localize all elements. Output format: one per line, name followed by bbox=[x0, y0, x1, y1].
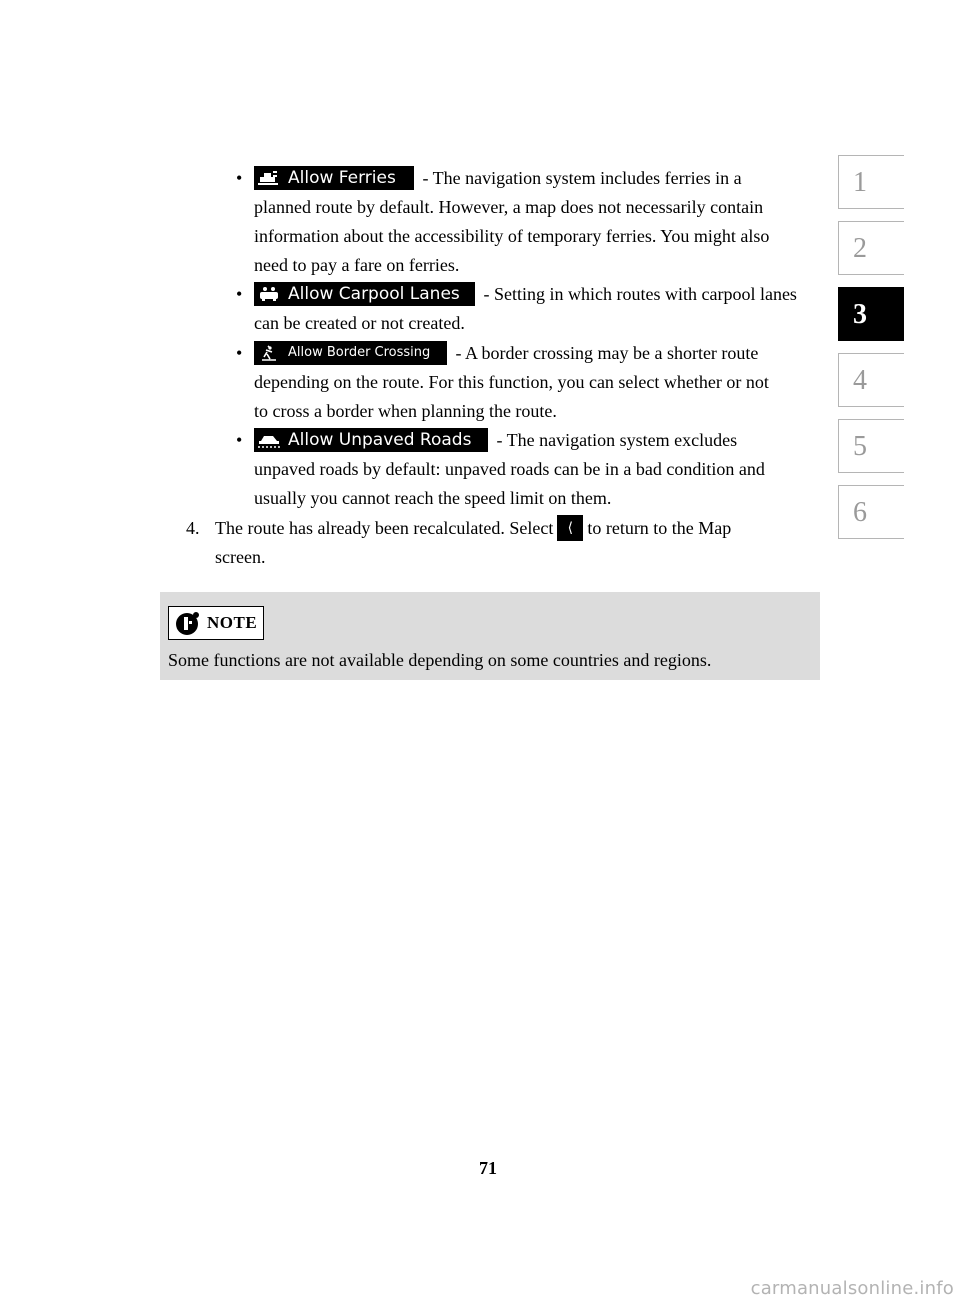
item-unpaved-line-1: Allow Unpaved Roads - The navigation system excludes bbox=[254, 428, 737, 454]
ferry-icon bbox=[258, 170, 280, 186]
chapter-tab-3[interactable]: 3 bbox=[838, 287, 904, 341]
step-4-line-1: The route has already been recalculated. Select ⟨ to return to the Map bbox=[215, 516, 731, 543]
bullet: • bbox=[236, 343, 243, 363]
bullet: • bbox=[236, 284, 243, 304]
item-ferries-line-4: need to pay a fare on ferries. bbox=[254, 255, 460, 275]
bullet: • bbox=[236, 430, 243, 450]
unpaved-road-icon bbox=[258, 432, 280, 448]
allow-carpool-lanes-button: Allow Carpool Lanes bbox=[254, 282, 475, 306]
back-arrow-icon: ⟨ bbox=[557, 515, 583, 541]
item-carpool-line-2: can be created or not created. bbox=[254, 313, 465, 333]
item-unpaved-line-2: unpaved roads by default: unpaved roads can be in a bad condition and bbox=[254, 459, 765, 479]
allow-ferries-button: Allow Ferries bbox=[254, 166, 414, 190]
chapter-tab-2[interactable]: 2 bbox=[838, 221, 904, 275]
item-ferries-line-3: information about the accessibility of temporary ferries. You might also bbox=[254, 226, 770, 246]
allow-border-crossing-button: Allow Border Crossing bbox=[254, 341, 447, 365]
item-carpool-line-1: Allow Carpool Lanes - Setting in which routes with carpool lanes bbox=[254, 282, 797, 308]
item-ferries-line-2: planned route by default. However, a map does not necessarily contain bbox=[254, 197, 764, 217]
item-border-line-2: depending on the route. For this function, you can select whether or not bbox=[254, 372, 769, 392]
chapter-tab-4[interactable]: 4 bbox=[838, 353, 904, 407]
item-unpaved-line-3: usually you cannot reach the speed limit on them. bbox=[254, 488, 612, 508]
item-border-line-1: Allow Border Crossing - A border crossing may be a shorter route bbox=[254, 341, 758, 367]
step-4-line-2: screen. bbox=[215, 547, 266, 567]
step-number: 4. bbox=[186, 518, 200, 538]
bullet: • bbox=[236, 168, 243, 188]
carpool-icon bbox=[258, 286, 280, 302]
chapter-tab-6[interactable]: 6 bbox=[838, 485, 904, 539]
item-ferries-line-1: Allow Ferries - The navigation system includes ferries in a bbox=[254, 166, 742, 192]
item-border-line-3: to cross a border when planning the route. bbox=[254, 401, 557, 421]
watermark: carmanualsonline.info bbox=[750, 1278, 954, 1299]
chapter-tab-5[interactable]: 5 bbox=[838, 419, 904, 473]
border-crossing-icon bbox=[258, 345, 280, 361]
note-label: NOTE bbox=[168, 606, 264, 640]
note-body: Some functions are not available depending on some countries and regions. bbox=[168, 650, 712, 670]
note-info-icon bbox=[175, 610, 201, 636]
allow-unpaved-roads-button: Allow Unpaved Roads bbox=[254, 428, 488, 452]
chapter-tab-1[interactable]: 1 bbox=[838, 155, 904, 209]
page-number: 71 bbox=[479, 1158, 497, 1178]
note-box bbox=[160, 592, 820, 680]
